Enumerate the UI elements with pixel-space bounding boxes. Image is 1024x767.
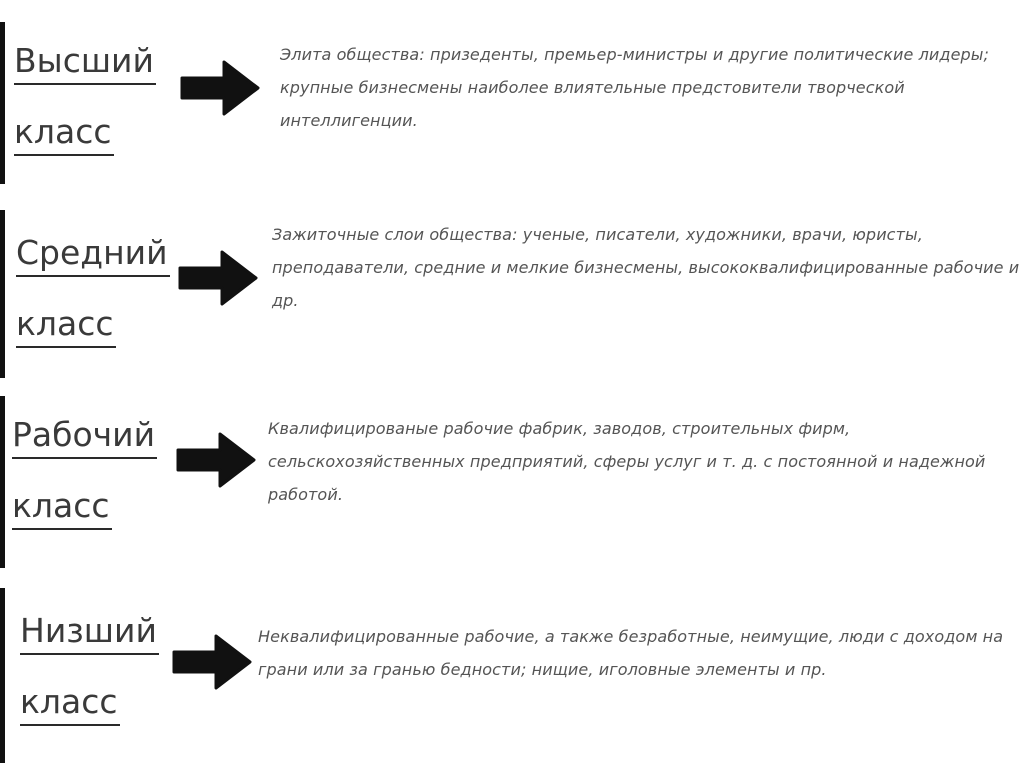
class-description-middle: Зажиточные слои общества: ученые, писатели, художники, врачи, юристы, преподаватели, средние и мелкие бизнесмены, высококвалифицированные рабочие и др.	[272, 225, 1020, 310]
class-description-lower: Неквалифицированные рабочие, а также безработные, неимущие, люди с доходом на грани или за гранью бедности; нищие, иголовные элементы и пр.	[258, 627, 1004, 679]
class-name-middle	[16, 222, 176, 364]
class-name-line2: класс	[20, 680, 120, 726]
class-name-line1: Низший	[20, 609, 159, 655]
class-row-working	[0, 390, 1024, 570]
class-name-line1: Рабочий	[12, 413, 157, 459]
row-divider-bar	[0, 22, 5, 184]
arrow-right-icon	[172, 632, 252, 692]
class-row-middle	[0, 200, 1024, 380]
class-name-lower	[20, 600, 180, 742]
class-row-upper	[0, 0, 1024, 190]
class-description-upper: Элита общества: призеденты, премьер-министры и другие политические лидеры; крупные бизнесмены наиболее влиятельные предстовители творческой интеллигенции.	[280, 45, 990, 130]
class-name-working	[12, 404, 172, 546]
class-name-line1: Средний	[16, 231, 170, 277]
class-name-line1: Высший	[14, 39, 156, 85]
class-name-line2: класс	[14, 110, 114, 156]
class-row-lower	[0, 580, 1024, 767]
row-divider-bar	[0, 396, 5, 568]
arrow-right-icon	[178, 248, 258, 308]
class-name-line2: класс	[12, 484, 112, 530]
class-name-line2: класс	[16, 302, 116, 348]
class-name-upper	[14, 30, 174, 172]
class-description-working: Квалифицированые рабочие фабрик, заводов, строительных фирм, сельскохозяйственных предприятий, сферы услуг и т. д. с постоянной и надежной работой.	[268, 419, 986, 504]
arrow-right-icon	[180, 58, 260, 118]
arrow-right-icon	[176, 430, 256, 490]
row-divider-bar	[0, 210, 5, 378]
row-divider-bar	[0, 588, 5, 763]
